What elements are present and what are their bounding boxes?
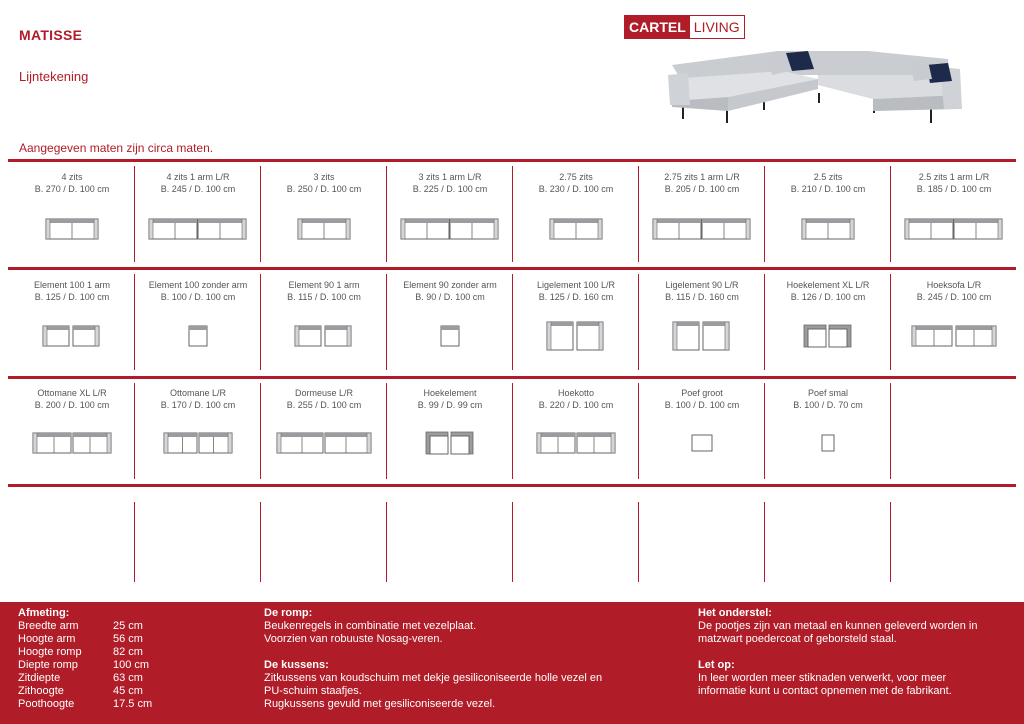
module-drawing	[148, 218, 248, 240]
grid-divider	[386, 502, 387, 582]
module-drawing	[911, 325, 997, 347]
grid-divider	[638, 383, 639, 479]
product-name: Ligelement 100 L/R	[536, 280, 616, 290]
product-cell	[136, 171, 260, 195]
product-name: Hoekelement XL L/R	[786, 280, 870, 290]
module-drawing	[276, 432, 372, 454]
product-dims: B. 170 / D. 100 cm	[160, 400, 236, 410]
grid-divider	[386, 274, 387, 370]
page-title: MATISSE	[19, 27, 83, 43]
spec-row	[18, 672, 152, 685]
product-cell	[262, 279, 386, 303]
product-dims: B. 245 / D. 100 cm	[916, 292, 992, 302]
product-cell	[10, 171, 134, 195]
module-drawing	[803, 324, 853, 348]
product-cell	[766, 279, 890, 303]
product-dims: B. 220 / D. 100 cm	[538, 400, 614, 410]
letop-line: In leer worden meer stiknaden verwerkt, voor meer	[698, 672, 947, 684]
module-drawing	[45, 218, 99, 240]
spec-label: Hoogte arm	[18, 633, 76, 645]
product-name: Element 90 zonder arm	[403, 280, 497, 290]
module-drawing	[163, 432, 233, 454]
module-drawing	[904, 218, 1004, 240]
product-dims: B. 100 / D. 70 cm	[793, 400, 863, 410]
product-dims: B. 115 / D. 160 cm	[665, 292, 739, 302]
logo-living: LIVING	[690, 16, 744, 38]
kussens-title: De kussens:	[264, 659, 329, 671]
product-name: Element 100 1 arm	[33, 280, 111, 290]
product-dims: B. 205 / D. 100 cm	[664, 184, 740, 194]
product-dims: B. 100 / D. 100 cm	[160, 292, 236, 302]
module-drawing	[294, 325, 354, 347]
product-cell	[892, 279, 1016, 303]
product-cell	[514, 387, 638, 411]
spec-label: Diepte romp	[18, 659, 78, 671]
grid-divider	[8, 376, 1016, 379]
onderstel-line: De pootjes zijn van metaal en kunnen geleverd worden in	[698, 620, 978, 632]
onderstel-section	[698, 607, 977, 698]
product-cell	[262, 171, 386, 195]
grid-divider	[386, 383, 387, 479]
grid-divider	[386, 166, 387, 262]
page-subtitle: Lijntekening	[19, 69, 89, 84]
onderstel-line: matzwart poedercoat of geborsteld staal.	[698, 633, 897, 645]
product-cell	[388, 387, 512, 411]
spec-value: 82 cm	[113, 646, 143, 658]
product-cell	[10, 387, 134, 411]
grid-divider	[890, 274, 891, 370]
spec-value: 63 cm	[113, 672, 143, 684]
product-cell	[514, 279, 638, 303]
module-drawing	[400, 218, 500, 240]
module-drawing	[691, 434, 713, 452]
romp-title: De romp:	[264, 607, 313, 619]
product-dims: B. 225 / D. 100 cm	[412, 184, 488, 194]
spec-row	[18, 685, 152, 698]
product-cell	[514, 171, 638, 195]
product-name: Ligelement 90 L/R	[665, 280, 739, 290]
grid-divider	[134, 502, 135, 582]
product-dims: B. 125 / D. 100 cm	[34, 292, 110, 302]
spec-row	[18, 659, 152, 672]
grid-divider	[8, 484, 1016, 487]
grid-divider	[764, 502, 765, 582]
spec-label: Breedte arm	[18, 620, 79, 632]
product-name: 3 zits 1 arm L/R	[418, 172, 482, 182]
grid-divider	[638, 502, 639, 582]
grid-divider	[764, 166, 765, 262]
spec-label: Poothoogte	[18, 698, 75, 710]
grid-divider	[260, 383, 261, 479]
spec-value: 25 cm	[113, 620, 143, 632]
afmeting-section	[18, 607, 152, 711]
product-cell	[892, 171, 1016, 195]
spec-value: 17.5 cm	[113, 698, 153, 710]
product-name: Hoekotto	[557, 388, 595, 398]
product-name: 2.5 zits	[813, 172, 843, 182]
grid-divider	[260, 502, 261, 582]
product-cell	[136, 279, 260, 303]
grid-divider	[512, 166, 513, 262]
grid-divider	[890, 383, 891, 479]
spec-row	[18, 646, 152, 659]
product-name: Poef smal	[807, 388, 849, 398]
product-dims: B. 245 / D. 100 cm	[160, 184, 236, 194]
product-name: 4 zits	[61, 172, 83, 182]
grid-divider	[764, 383, 765, 479]
product-name: 3 zits	[313, 172, 335, 182]
product-name: 2.75 zits 1 arm L/R	[664, 172, 740, 182]
product-dims: B. 185 / D. 100 cm	[916, 184, 992, 194]
brand-logo	[624, 15, 745, 39]
spec-row	[18, 633, 152, 646]
grid-divider	[890, 502, 891, 582]
grid-divider	[512, 502, 513, 582]
kussens-line: Zitkussens van koudschuim met dekje gesiliconiseerde holle vezel en	[264, 672, 603, 684]
product-name: 2.5 zits 1 arm L/R	[918, 172, 990, 182]
module-drawing	[672, 321, 732, 351]
kussens-line: PU-schuim staafjes.	[264, 685, 362, 697]
spec-value: 45 cm	[113, 685, 143, 697]
grid-divider	[764, 274, 765, 370]
module-drawing	[32, 432, 112, 454]
product-name: Poef groot	[681, 388, 723, 398]
product-cell	[388, 279, 512, 303]
product-dims: B. 90 / D. 100 cm	[415, 292, 485, 302]
product-cell	[10, 279, 134, 303]
grid-divider	[260, 274, 261, 370]
product-cell	[640, 387, 764, 411]
product-name: Hoeksofa L/R	[926, 280, 982, 290]
grid-divider	[8, 267, 1016, 270]
product-dims: B. 255 / D. 100 cm	[286, 400, 362, 410]
dimensions-note: Aangegeven maten zijn circa maten.	[19, 141, 214, 155]
product-dims: B. 115 / D. 100 cm	[287, 292, 361, 302]
product-name: Ottomane XL L/R	[37, 388, 107, 398]
grid-divider	[260, 166, 261, 262]
spec-value: 100 cm	[113, 659, 150, 671]
module-drawing	[652, 218, 752, 240]
sofa-product-image	[668, 45, 963, 125]
module-drawing	[440, 325, 460, 347]
product-dims: B. 125 / D. 160 cm	[538, 292, 614, 302]
product-name: Element 90 1 arm	[288, 280, 360, 290]
product-name: 2.75 zits	[559, 172, 593, 182]
romp-line: Voorzien van robuuste Nosag-veren.	[264, 633, 443, 645]
spec-footer	[0, 602, 1024, 724]
product-dims: B. 99 / D. 99 cm	[417, 400, 483, 410]
letop-line: informatie kunt u contact opnemen met de fabrikant.	[698, 685, 952, 697]
romp-section	[264, 607, 602, 711]
module-drawing	[188, 325, 208, 347]
module-drawing	[821, 434, 835, 452]
grid-divider	[8, 159, 1016, 162]
onderstel-title: Het onderstel:	[698, 607, 772, 619]
product-cell	[640, 279, 764, 303]
letop-title: Let op:	[698, 659, 735, 671]
module-drawing	[801, 218, 855, 240]
logo-cartel: CARTEL	[625, 16, 690, 38]
product-dims: B. 200 / D. 100 cm	[34, 400, 110, 410]
product-dims: B. 250 / D. 100 cm	[286, 184, 362, 194]
spec-label: Zitdiepte	[18, 672, 61, 684]
product-cell	[766, 171, 890, 195]
module-drawing	[546, 321, 606, 351]
module-drawing	[297, 218, 351, 240]
grid-divider	[890, 166, 891, 262]
module-drawing	[425, 431, 475, 455]
kussens-line: Rugkussens gevuld met gesiliconiseerde vezel.	[264, 698, 496, 710]
spec-label: Zithoogte	[18, 685, 64, 697]
spec-label: Hoogte romp	[18, 646, 82, 658]
product-cell	[388, 171, 512, 195]
module-drawing	[549, 218, 603, 240]
product-name: Element 100 zonder arm	[148, 280, 248, 290]
module-drawing	[536, 432, 616, 454]
product-dims: B. 126 / D. 100 cm	[790, 292, 866, 302]
spec-value: 56 cm	[113, 633, 143, 645]
grid-divider	[134, 383, 135, 479]
product-name: Hoekelement	[423, 388, 477, 398]
product-cell	[262, 387, 386, 411]
product-cell	[640, 171, 764, 195]
product-dims: B. 210 / D. 100 cm	[790, 184, 866, 194]
grid-divider	[134, 274, 135, 370]
spec-row	[18, 620, 152, 633]
afmeting-title: Afmeting:	[18, 607, 70, 619]
spec-row	[18, 698, 152, 711]
romp-line: Beukenregels in combinatie met vezelplaat.	[264, 620, 477, 632]
product-dims: B. 230 / D. 100 cm	[538, 184, 614, 194]
grid-divider	[512, 274, 513, 370]
grid-divider	[512, 383, 513, 479]
product-dims: B. 270 / D. 100 cm	[34, 184, 110, 194]
product-name: Ottomane L/R	[169, 388, 227, 398]
grid-divider	[638, 274, 639, 370]
product-cell	[136, 387, 260, 411]
product-name: Dormeuse L/R	[294, 388, 354, 398]
product-name: 4 zits 1 arm L/R	[166, 172, 230, 182]
product-cell	[766, 387, 890, 411]
module-drawing	[42, 325, 102, 347]
product-dims: B. 100 / D. 100 cm	[664, 400, 740, 410]
grid-divider	[638, 166, 639, 262]
grid-divider	[134, 166, 135, 262]
